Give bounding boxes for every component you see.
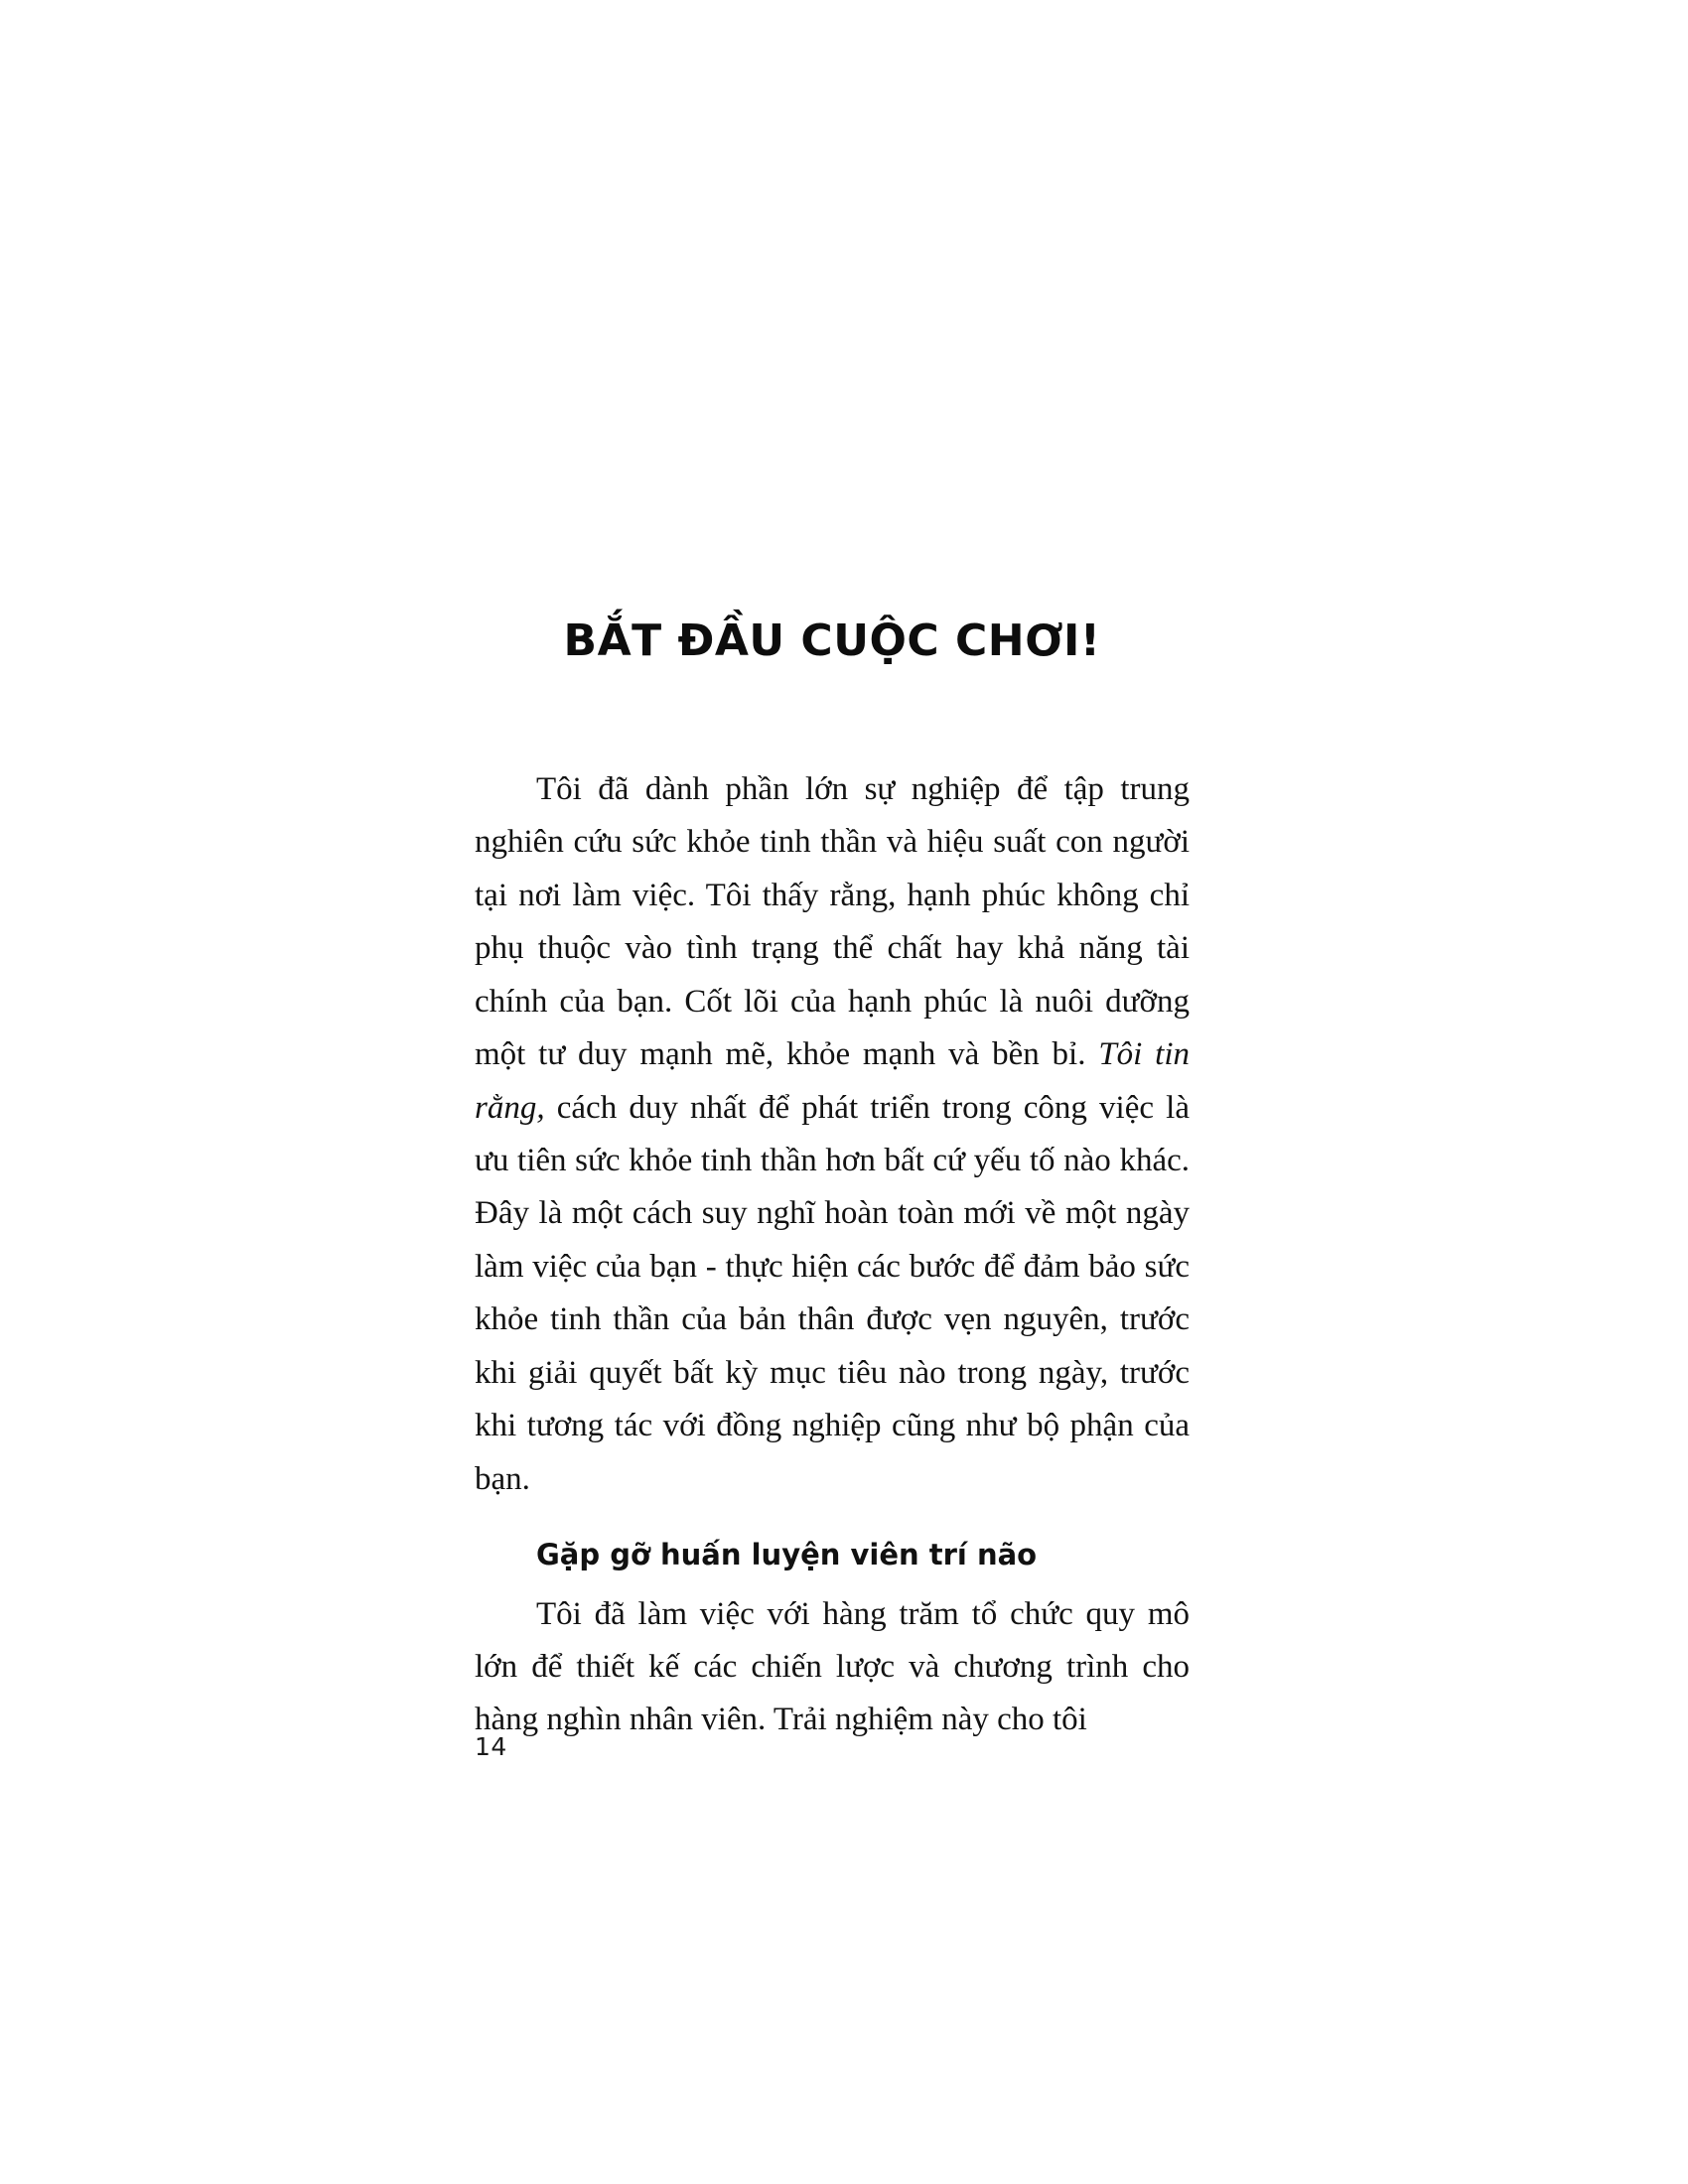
page-number: 14 (475, 1732, 507, 1761)
paragraph-opening-text-after-italic: cách duy nhất để phát triển trong công việc là ưu tiên sức khỏe tinh thần hơn bất cứ yếu tố nào khác. Đây là một cách suy nghĩ hoàn toàn mới về một ngày làm việc của bạn - thực hiện các bước để đảm bảo sức khỏe tinh thần của bản thân được vẹn nguyên, trước khi giải quyết bất kỳ mục tiêu nào trong ngày, trước khi tương tác với đồng nghiệp cũng như bộ phận của bạn. (475, 1089, 1190, 1497)
page-title: BẮT ĐẦU CUỘC CHƠI! (563, 615, 1101, 666)
page-content (475, 615, 1190, 1747)
section-subheading: Gặp gỡ huấn luyện viên trí não (536, 1538, 1038, 1572)
paragraph-second: Tôi đã làm việc với hàng trăm tổ chức quy mô lớn để thiết kế các chiến lược và chương trình cho hàng nghìn nhân viên. Trải nghiệm này cho tôi (475, 1595, 1190, 1738)
paragraph-opening (475, 763, 1190, 1506)
paragraph-opening-text-before-italic: Tôi đã dành phần lớn sự nghiệp để tập trung nghiên cứu sức khỏe tinh thần và hiệu suất con người tại nơi làm việc. Tôi thấy rằng, hạnh phúc không chỉ phụ thuộc vào tình trạng thể chất hay khả năng tài chính của bạn. Cốt lõi của hạnh phúc là nuôi dưỡng một tư duy mạnh mẽ, khỏe mạnh và bền bỉ. (475, 770, 1190, 1073)
emphasized-phrase: Tôi tin rằng, (475, 1036, 1191, 1126)
